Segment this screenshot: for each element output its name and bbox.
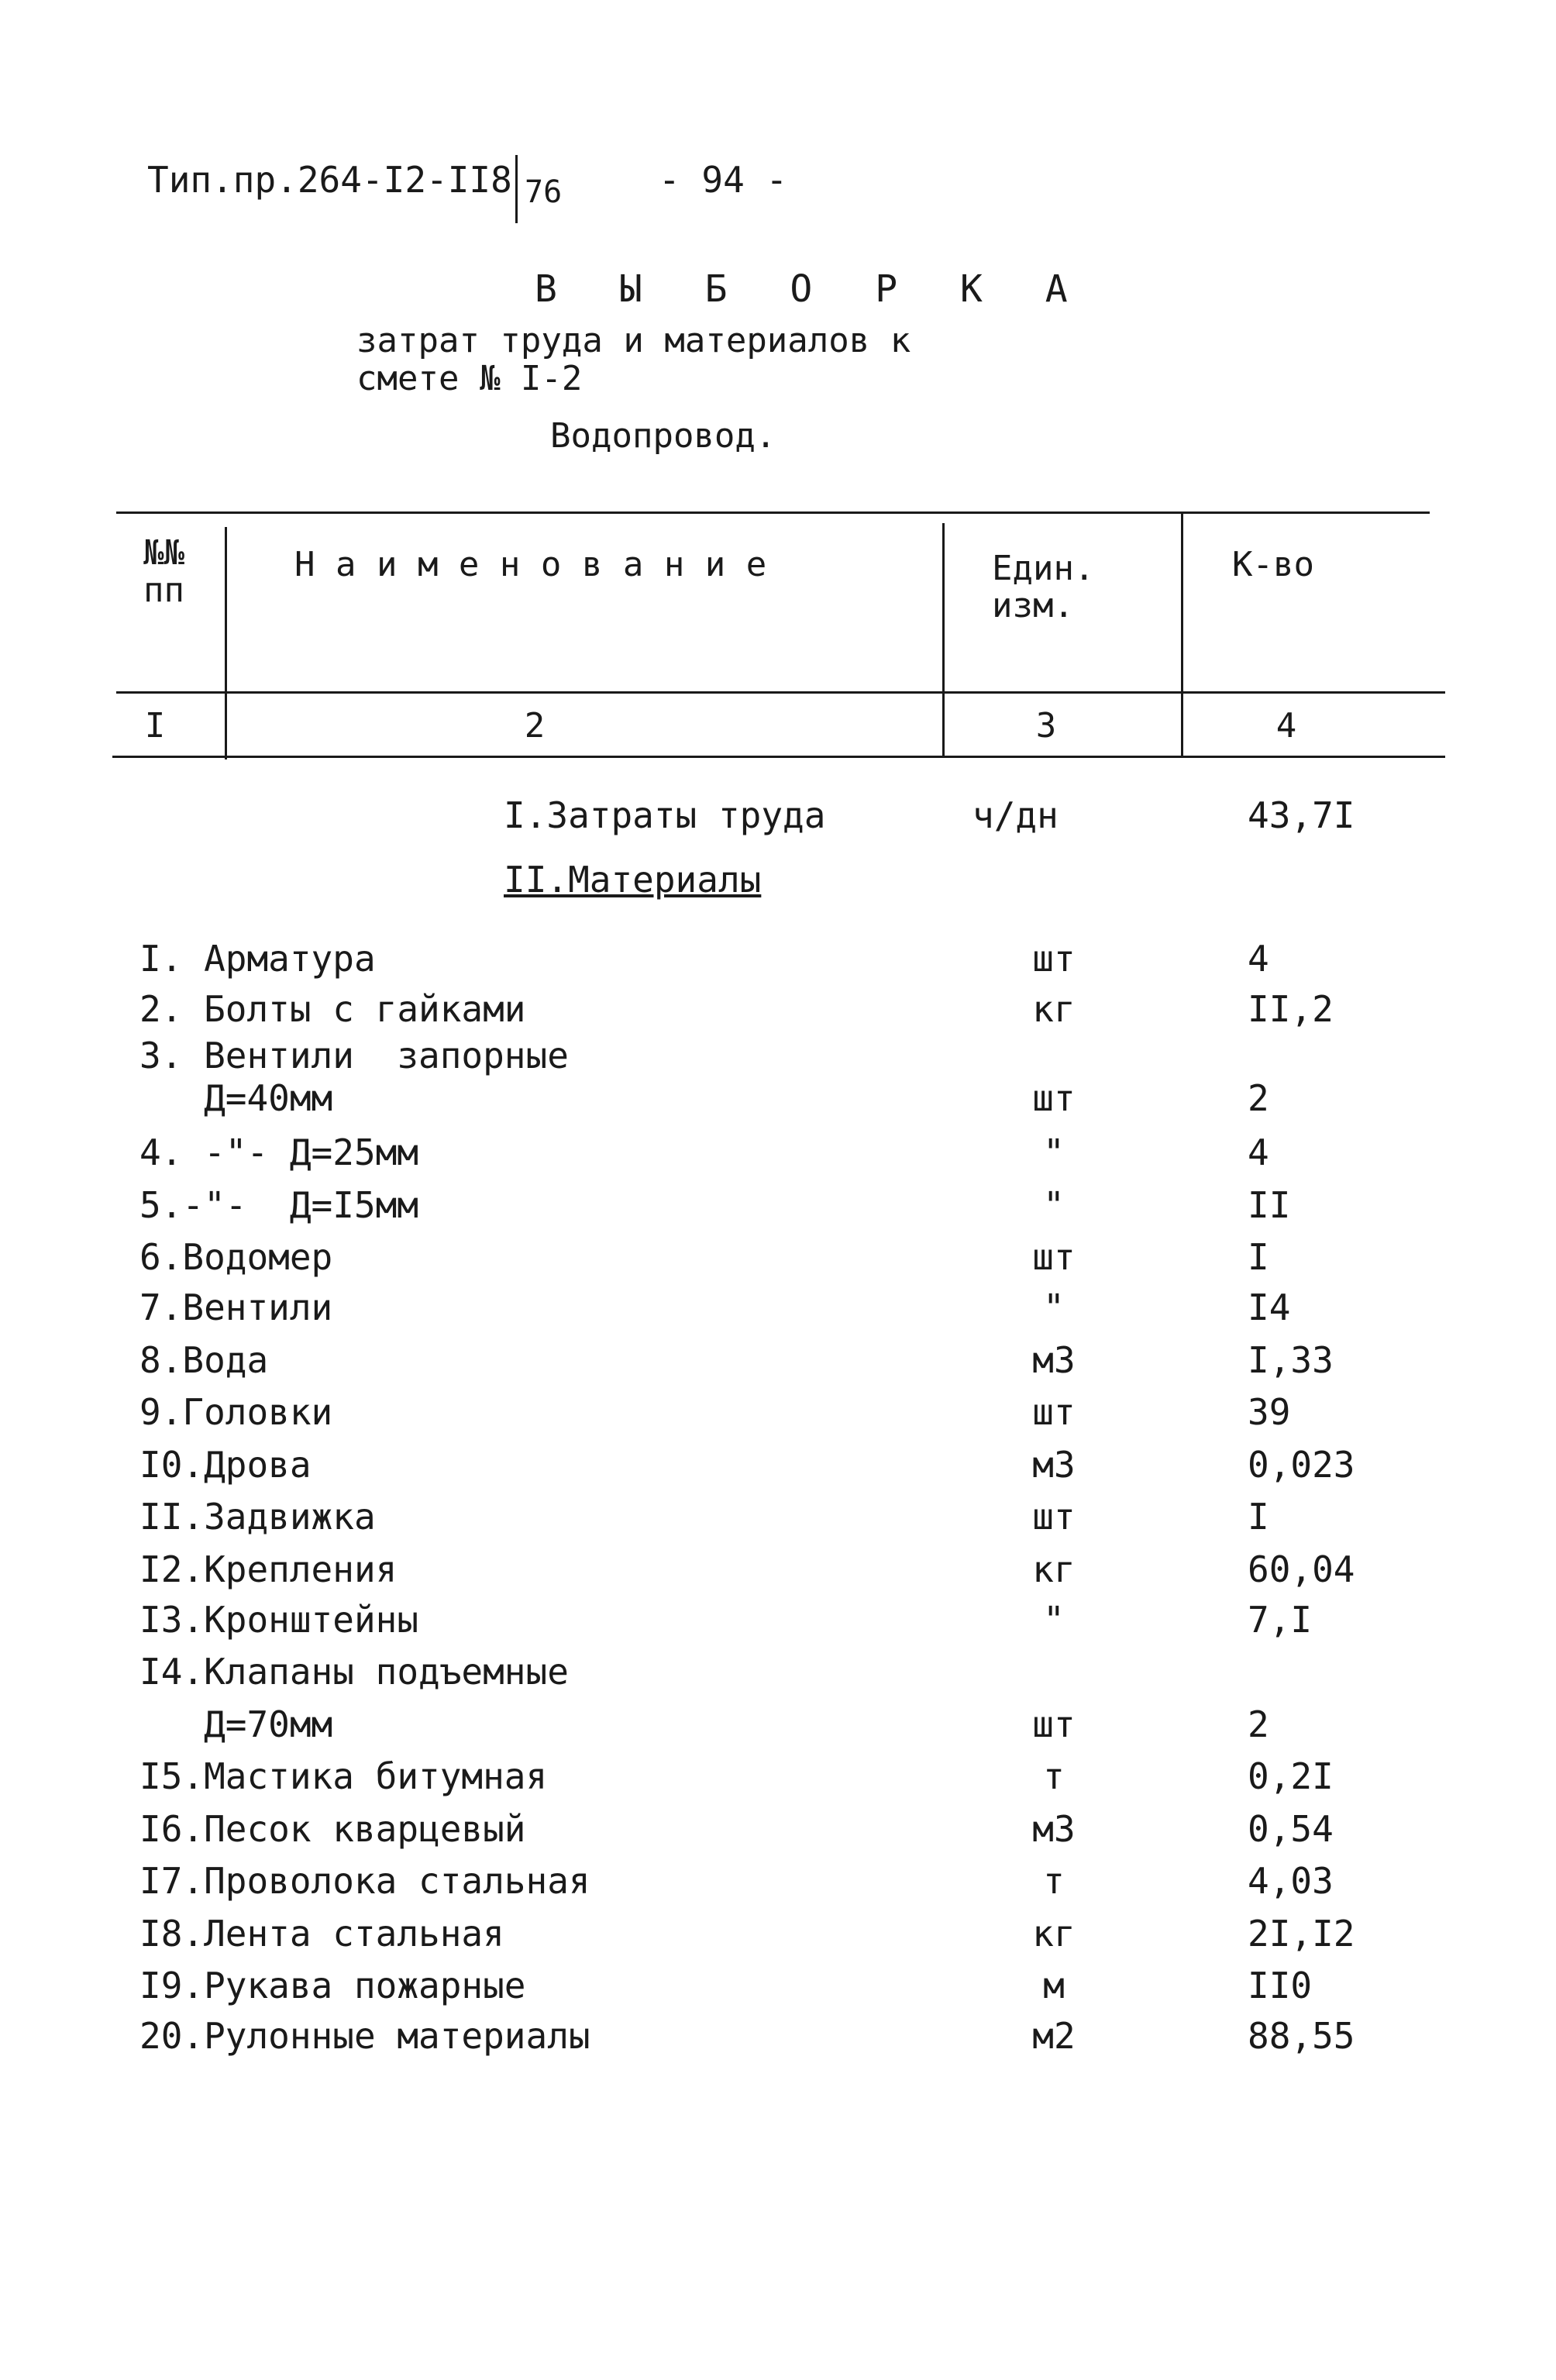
col-number-3: 3 [1035, 706, 1057, 746]
material-row-qty: I4 [1248, 1286, 1291, 1328]
material-row-name: Д=70мм [139, 1703, 333, 1745]
title-line-2: смете № I-2 [356, 359, 583, 398]
material-row-name: 4. -"- Д=25мм [139, 1131, 419, 1173]
material-row-name: 8.Вода [139, 1339, 269, 1381]
labor-label: I.Затраты труда [504, 794, 826, 836]
material-row-name: I8.Лента стальная [139, 1913, 504, 1955]
material-row-name: I9.Рукава пожарные [139, 1965, 526, 2006]
material-row-qty: II,2 [1248, 988, 1334, 1030]
material-row-qty: 39 [1248, 1391, 1291, 1433]
material-row-name: I. Арматура [139, 938, 376, 980]
material-row-unit: м3 [1032, 1444, 1076, 1486]
material-row-name: I4.Клапаны подъемные [139, 1651, 569, 1693]
col-number-4: 4 [1275, 706, 1297, 746]
material-row-qty: 88,55 [1248, 2015, 1355, 2057]
material-row-unit: т [1043, 1860, 1065, 1902]
material-row-unit: " [1043, 1599, 1065, 1641]
material-row-unit: шт [1032, 1391, 1076, 1433]
material-row-unit: шт [1032, 938, 1076, 980]
title-line-1: затрат труда и материалов к [356, 321, 911, 360]
header-divider [515, 155, 518, 223]
material-row-name: 2. Болты с гайками [139, 988, 526, 1030]
material-row-unit: шт [1032, 1236, 1076, 1278]
material-row-unit: шт [1032, 1077, 1076, 1119]
title-line-3: Водопровод. [550, 416, 776, 456]
table-numbers-rule [112, 756, 1445, 758]
material-row-qty: I,33 [1248, 1339, 1334, 1381]
material-row-qty: 2 [1248, 1703, 1269, 1745]
material-row-unit: кг [1032, 988, 1076, 1030]
material-row-unit: " [1043, 1131, 1065, 1173]
materials-title: II.Материалы [504, 859, 762, 901]
material-row-name: 9.Головки [139, 1391, 333, 1433]
table-top-rule [116, 511, 1430, 514]
material-row-name: I5.Мастика битумная [139, 1755, 548, 1797]
material-row-name: I3.Кронштейны [139, 1599, 419, 1641]
material-row-qty: 4,03 [1248, 1860, 1334, 1902]
material-row-unit: кг [1032, 1548, 1076, 1590]
material-row-name: 3. Вентили запорные [139, 1035, 569, 1076]
material-row-qty: 60,04 [1248, 1548, 1355, 1590]
material-row-unit: шт [1032, 1496, 1076, 1538]
document-title: В Ы Б О Р К А [535, 267, 1088, 311]
material-row-name: 6.Водомер [139, 1236, 333, 1278]
table-header-rule [116, 691, 1445, 694]
material-row-unit: шт [1032, 1703, 1076, 1745]
material-row-qty: 7,I [1248, 1599, 1313, 1641]
material-row-qty: I [1248, 1236, 1269, 1278]
material-row-name: II.Задвижка [139, 1496, 376, 1538]
labor-unit: ч/дн [972, 794, 1059, 836]
material-row-qty: 4 [1248, 938, 1269, 980]
table-col-divider-3 [1181, 514, 1183, 756]
page-number: - 94 - [659, 159, 788, 201]
material-row-unit: м2 [1032, 2015, 1076, 2057]
material-row-unit: " [1043, 1286, 1065, 1328]
material-row-unit: т [1043, 1755, 1065, 1797]
material-row-unit: м3 [1032, 1808, 1076, 1850]
material-row-qty: 0,54 [1248, 1808, 1334, 1850]
col-number-2: 2 [524, 706, 546, 746]
col-number-1: I [144, 706, 166, 746]
material-row-name: 20.Рулонные материалы [139, 2015, 590, 2057]
document-revision: 76 [525, 174, 563, 210]
material-row-qty: 0,2I [1248, 1755, 1334, 1797]
material-row-qty: I [1248, 1496, 1269, 1538]
header-unit: Един. изм. [992, 549, 1095, 625]
header-num: №№ пп [143, 533, 184, 610]
material-row-name: 7.Вентили [139, 1286, 333, 1328]
material-row-name: Д=40мм [139, 1077, 333, 1119]
material-row-qty: 4 [1248, 1131, 1269, 1173]
material-row-unit: " [1043, 1184, 1065, 1226]
material-row-name: I6.Песок кварцевый [139, 1808, 526, 1850]
table-col-divider-2 [942, 523, 945, 756]
material-row-qty: II0 [1248, 1965, 1313, 2006]
material-row-unit: м [1043, 1965, 1065, 2006]
material-row-name: I7.Проволока стальная [139, 1860, 590, 1902]
material-row-name: I2.Крепления [139, 1548, 398, 1590]
document-code: Тип.пр.264-I2-II8 [147, 159, 512, 201]
header-qty: К-во [1232, 545, 1314, 584]
material-row-qty: 2 [1248, 1077, 1269, 1119]
material-row-qty: II [1248, 1184, 1291, 1226]
material-row-unit: кг [1032, 1913, 1076, 1955]
material-row-name: I0.Дрова [139, 1444, 312, 1486]
material-row-qty: 0,023 [1248, 1444, 1355, 1486]
material-row-qty: 2I,I2 [1248, 1913, 1355, 1955]
header-name: Н а и м е н о в а н и е [294, 545, 767, 584]
labor-qty: 43,7I [1248, 794, 1355, 836]
material-row-name: 5.-"- Д=I5мм [139, 1184, 419, 1226]
table-col-divider-1 [225, 527, 227, 759]
material-row-unit: м3 [1032, 1339, 1076, 1381]
